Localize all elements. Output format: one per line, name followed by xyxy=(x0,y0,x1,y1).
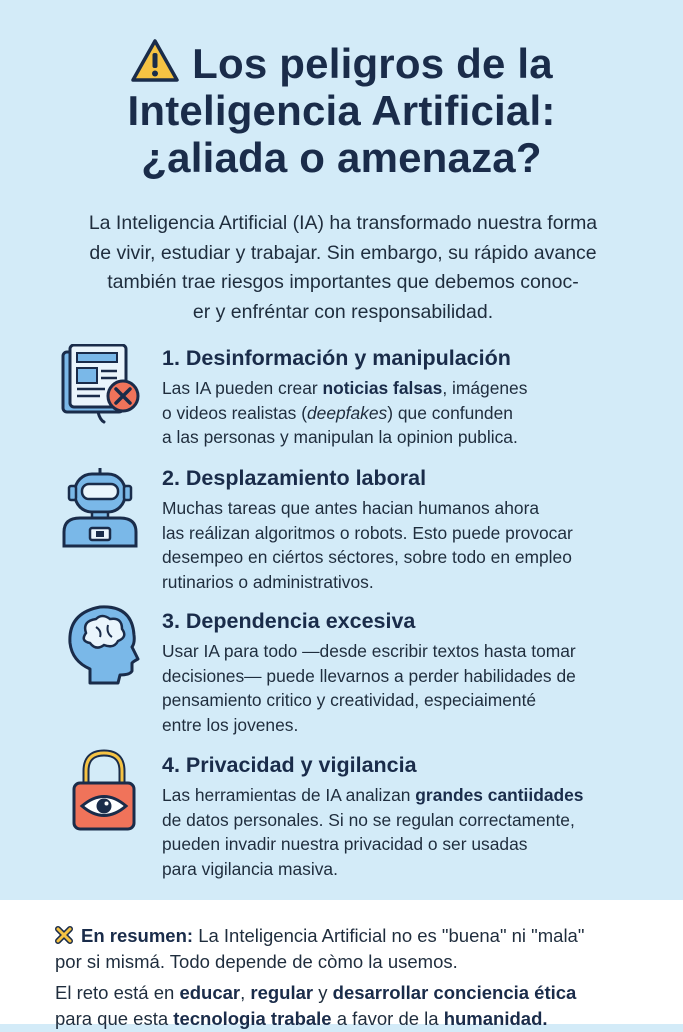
risk-description xyxy=(162,496,642,594)
text-line: pueden invadir nuestra privacidad o ser usadas xyxy=(162,834,528,854)
emphasis-text: grandes cantiidades xyxy=(415,785,584,805)
text-segment: y xyxy=(313,982,333,1003)
emphasis-text: desarrollar conciencia ética xyxy=(332,982,577,1003)
text-line: decisiones— puede llevarnos a perder habilidades de xyxy=(162,665,576,686)
closing-text xyxy=(55,980,655,1032)
page-title xyxy=(0,38,683,181)
text-line: Muchas tareas que antes hacian humanos ahora xyxy=(162,498,540,518)
text-segment: para que esta xyxy=(55,1008,174,1029)
intro-paragraph xyxy=(48,209,638,327)
risk-description xyxy=(162,639,642,737)
text-line: entre los jovenes. xyxy=(162,714,299,735)
summary-label: En resumen: xyxy=(81,925,194,946)
emphasis-text: educar xyxy=(179,982,241,1003)
text-segment: , imágenes xyxy=(442,378,528,398)
risk-heading: 2. Desplazamiento laboral xyxy=(162,466,427,490)
emphasis-text: tecnologia trabale xyxy=(173,1008,332,1029)
emphasis-text: regular xyxy=(250,982,314,1003)
intro-line: er y enfréntar con responsabilidad. xyxy=(192,300,494,323)
intro-line: también trae riesgos importantes que debemos conoc- xyxy=(107,271,579,293)
lock-eye-icon xyxy=(64,749,144,833)
text-segment: Las IA pueden crear xyxy=(162,378,323,398)
text-segment: o videos realistas ( xyxy=(162,402,307,423)
text-line: de datos personales. Si no se regulan correctamente, xyxy=(162,809,575,830)
warning-icon xyxy=(130,38,180,84)
text-line: a las personas y manipulan la opinion publica. xyxy=(162,427,518,447)
italic-text: deepfakes xyxy=(306,402,388,423)
risk-heading: 4. Privacidad y vigilancia xyxy=(162,753,417,777)
risk-description xyxy=(162,783,642,881)
text-segment: ) que confunden xyxy=(387,402,513,423)
risk-heading: 3. Dependencia excesiva xyxy=(162,609,416,633)
text-line: para vigilancia masiva. xyxy=(162,858,338,879)
risk-heading: 1. Desinformación y manipulación xyxy=(162,346,511,370)
intro-line: La Inteligencia Artificial (IA) ha transformado nuestra forma xyxy=(88,212,598,234)
text-line: las reálizan algoritmos o robots. Esto puede provocar xyxy=(162,522,573,543)
risk-description xyxy=(162,376,642,450)
text-line: Usar IA para todo —desde escribir textos hasta tomar xyxy=(162,641,576,661)
text-line: pensamiento critico y creatividad, especiaimenté xyxy=(162,690,537,710)
emphasis-text: noticias falsas xyxy=(322,378,443,398)
robot-icon xyxy=(60,466,140,550)
intro-line: de vivir, estudiar y trabajar. Sin embargo, su rápido avance xyxy=(89,241,597,264)
text-segment: , xyxy=(240,982,251,1003)
text-segment: a favor de la xyxy=(331,1008,444,1029)
title-line-3: ¿aliada o amenaza? xyxy=(141,134,542,181)
summary-panel xyxy=(0,900,683,1029)
title-line-2: Inteligencia Artificial: xyxy=(127,87,556,134)
summary-text xyxy=(55,923,655,975)
title-line-1: Los peligros de la xyxy=(192,40,553,87)
text-line: rutinarios o administrativos. xyxy=(162,571,374,592)
text-line: desempeo en ciértos séctores, sobre todo en empleo xyxy=(162,547,572,567)
text-segment: La Inteligencia Artificial no es "buena" ni "mala" xyxy=(193,925,585,946)
cross-mark-icon xyxy=(55,926,73,944)
text-segment: Las herramientas de IA analizan xyxy=(162,785,416,805)
text-line: por si mismá. Todo depende de còmo la usemos. xyxy=(55,951,458,972)
emphasis-text: humanidad. xyxy=(443,1008,548,1029)
newspaper-x-icon xyxy=(60,344,140,428)
text-segment: El reto está en xyxy=(55,982,180,1003)
head-brain-icon xyxy=(62,601,142,685)
